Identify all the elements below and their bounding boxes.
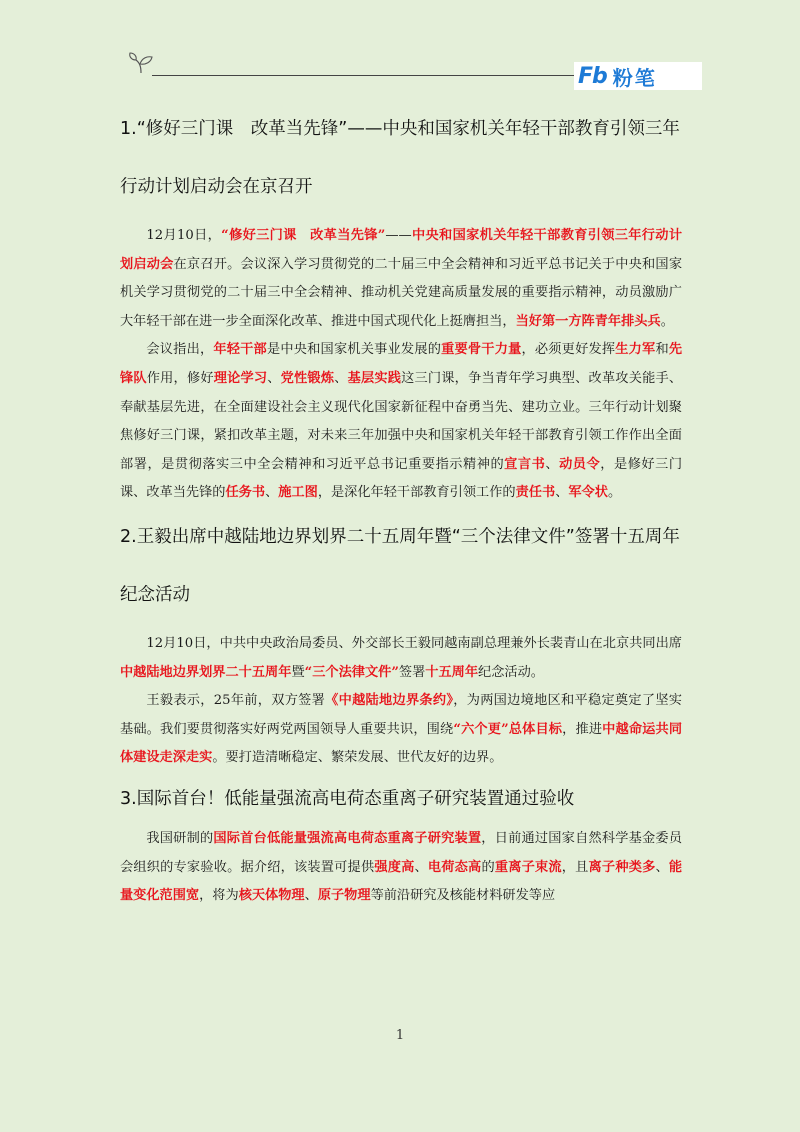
highlight-text: 重要骨干力量 <box>441 342 522 358</box>
highlight-text: 重离子束流 <box>494 859 562 875</box>
highlight-text: 基层实践 <box>347 370 402 386</box>
body-text: 12月10日，中共中央政治局委员、外交部长王毅同越南副总理兼外长裴青山在北京共同出席 <box>146 635 682 651</box>
body-text: 、 <box>334 370 348 386</box>
body-text: 暨 <box>291 664 305 680</box>
body-text: ，是修好三门课、改革当先锋的 <box>120 456 683 501</box>
section-2 <box>120 508 682 773</box>
fenbi-logo <box>574 62 702 90</box>
body-text: 是中央和国家机关事业发展的 <box>266 342 442 358</box>
body-text: ，是深化年轻干部教育引领工作的 <box>317 485 516 501</box>
highlight-text: “修好三门课 改革当先锋” <box>221 228 386 243</box>
section-heading <box>120 779 682 819</box>
highlight-text: 原子物理 <box>317 888 371 904</box>
heading-line: 3.国际首台！低能量强流高电荷态重离子研究装置通过验收 <box>120 788 575 809</box>
paragraph <box>120 825 682 911</box>
body-text: 在京召开。会议深入学习贯彻党的二十届三中全会精神和习近平总书记关于中央和国家机关学习贯彻党的二十届三中全会精神、推动机关党建高质量发展的重要指示精神，动员激励广大年轻干部在进一步全面深化改革、推进中国式现代化上挺膺担当， <box>120 256 683 329</box>
highlight-text: 宣言书 <box>504 456 546 472</box>
body-text: 。 <box>607 485 622 501</box>
body-text: 等前沿研究及核能材料研发等应 <box>370 888 556 904</box>
highlight-text: 先锋队 <box>120 342 683 386</box>
heading-line: 1.“修好三门课 改革当先锋”——中央和国家机关年轻干部教育引领三年 <box>120 119 680 139</box>
body-text: ，将为 <box>199 888 239 904</box>
section-heading <box>120 508 682 624</box>
highlight-text: 理论学习 <box>213 370 268 386</box>
body-text: ，且 <box>561 859 589 875</box>
body-text: 、 <box>655 859 669 875</box>
highlight-text: 施工图 <box>278 485 318 501</box>
highlight-text: 核天体物理 <box>238 888 305 904</box>
highlight-text: “三个法律文件” <box>304 664 399 680</box>
body-text: 我国研制的 <box>146 830 214 846</box>
body-text: 和 <box>655 342 669 358</box>
body-text: 的 <box>481 859 495 875</box>
section-heading <box>120 100 682 216</box>
body-text: 。 <box>660 313 674 329</box>
body-text: 会议指出， <box>146 342 214 358</box>
highlight-text: 年轻干部 <box>213 342 267 358</box>
highlight-text: 中央和国家机关年轻干部教育引领三年行动计划启动会 <box>120 228 683 272</box>
page-header <box>0 0 800 100</box>
body-text: 、 <box>555 485 569 501</box>
highlight-text: 十五周年 <box>425 664 479 680</box>
sprout-icon <box>128 52 154 74</box>
body-text: 纪念活动。 <box>478 664 544 680</box>
highlight-text: 电荷态高 <box>427 859 482 875</box>
header-divider <box>152 75 580 76</box>
page-number: 1 <box>395 1028 405 1043</box>
highlight-text: 中越命运共同体建设走深走实 <box>120 721 683 766</box>
body-text: 、 <box>304 888 318 904</box>
logo-text: 粉笔 <box>612 65 657 90</box>
highlight-text: 责任书 <box>515 485 556 501</box>
logo-mark: Fb <box>578 63 607 89</box>
body-text: 签署 <box>398 664 426 680</box>
heading-line: 2.王毅出席中越陆地边界划界二十五周年暨“三个法律文件”签署十五周年 <box>120 526 680 547</box>
body-text: 。要打造清晰稳定、繁荣发展、世代友好的边界。 <box>212 750 503 766</box>
body-text: 这三门课，争当青年学习典型、改革攻关能手、奉献基层先进，在全面建设社会主义现代化国家新征程中奋勇当先、建功立业。三年行动计划聚焦修好三门课，紧扣改革主题，对未来三年加强中央和国家机关年轻干部教育引领工作作出全面部署，是贯彻落实三中全会精神和习近平总书记重要指示精神的 <box>120 370 683 472</box>
highlight-text: 动员令 <box>559 456 601 472</box>
body-text: ，必须更好发挥 <box>521 342 616 358</box>
paragraph <box>120 336 682 508</box>
body-text: 、 <box>267 370 281 386</box>
highlight-text: “六个更”总体目标 <box>453 721 563 737</box>
body-text: 12月10日， <box>146 228 222 243</box>
body-text: 、 <box>414 859 428 875</box>
section-1 <box>120 100 682 508</box>
highlight-text: 生力军 <box>615 342 656 358</box>
body-text: ，为两国边境地区和平稳定奠定了坚实基础。我们要贯彻落实好两党两国领导人重要共识，围绕 <box>120 693 682 737</box>
highlight-text: 中越陆地边界划界二十五周年 <box>120 664 292 680</box>
body-text: ，日前通过国家自然科学基金委员会组织的专家验收。据介绍，该装置可提供 <box>120 830 683 875</box>
highlight-text: 《中越陆地边界条约》 <box>325 693 454 709</box>
body-text: 作用，修好 <box>146 370 214 386</box>
body-text: —— <box>385 228 412 243</box>
highlight-text: 任务书 <box>225 485 266 501</box>
highlight-text: 国际首台低能量强流高电荷态重离子研究装置 <box>213 830 482 846</box>
paragraph <box>120 222 682 336</box>
heading-line: 纪念活动 <box>120 584 190 605</box>
heading-line: 行动计划启动会在京召开 <box>120 177 313 197</box>
highlight-text: 当好第一方阵青年排头兵 <box>515 313 661 329</box>
document-body <box>120 100 682 911</box>
paragraph <box>120 630 682 687</box>
body-text: ，推进 <box>562 721 603 737</box>
body-text: 、 <box>265 485 279 501</box>
highlight-text: 党性锻炼 <box>280 370 335 386</box>
section-3 <box>120 779 682 911</box>
body-text: 、 <box>545 456 560 472</box>
highlight-text: 离子种类多 <box>588 859 656 875</box>
paragraph <box>120 687 682 773</box>
body-text: 王毅表示，25年前，双方签署 <box>146 693 326 709</box>
highlight-text: 强度高 <box>374 859 415 875</box>
highlight-text: 军令状 <box>568 485 608 501</box>
highlight-text: 能量变化范围宽 <box>120 859 683 904</box>
